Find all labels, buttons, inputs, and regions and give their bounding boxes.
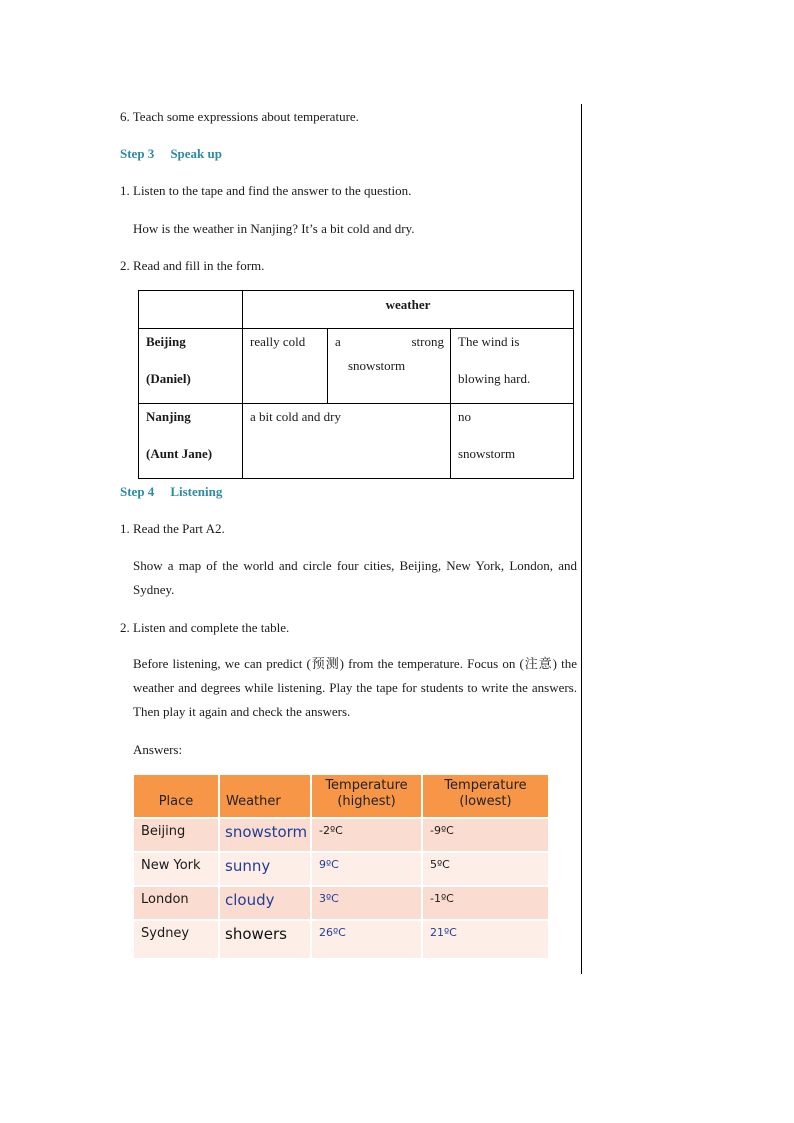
step4-item1-detail: Show a map of the world and circle four cities, Beijing, New York, London, and Sydney.	[133, 558, 577, 597]
header-place-text: Place	[158, 794, 194, 809]
table-row	[134, 920, 549, 959]
row-place: Beijing	[141, 824, 186, 839]
form-nanjing-c3a: no	[458, 409, 471, 424]
table-row	[134, 818, 549, 852]
answers-header-row	[134, 775, 549, 818]
page-margin-line	[581, 104, 582, 974]
header-place	[134, 775, 219, 818]
form-nanjing-c1: a bit cold and dry	[250, 409, 341, 424]
form-beijing-col3	[451, 329, 574, 404]
row-high: 3ºC	[319, 892, 339, 905]
form-beijing-col2	[328, 329, 451, 404]
answers-label: Answers:	[133, 742, 183, 757]
header-weather-text: Weather	[226, 794, 281, 809]
form-beijing-c2b: strong	[411, 334, 444, 349]
teach-expressions-line: 6. Teach some expressions about temperature.	[120, 109, 359, 124]
form-beijing-c2c: snowstorm	[348, 358, 406, 373]
form-nanjing-city: Nanjing	[146, 409, 191, 424]
step4-label: Step 4	[120, 484, 155, 499]
header-temp-high-line1: Temperature	[325, 778, 408, 793]
form-nanjing-person: (Aunt Jane)	[146, 446, 213, 461]
form-beijing-c2a: a	[335, 334, 341, 349]
row-place: New York	[141, 858, 201, 873]
row-low: -1ºC	[430, 892, 454, 905]
step3-item1: 1. Listen to the tape and find the answer to the question.	[120, 183, 412, 198]
weather-form-table	[138, 290, 574, 479]
step3-item1-detail: How is the weather in Nanjing? It’s a bit cold and dry.	[133, 221, 415, 236]
step4-item2: 2. Listen and complete the table.	[120, 620, 290, 635]
form-beijing-label	[139, 329, 243, 404]
form-nanjing-col3	[451, 404, 574, 479]
step3-label: Step 3	[120, 146, 155, 161]
step3-item2: 2. Read and fill in the form.	[120, 258, 265, 273]
form-beijing-c1: really cold	[250, 334, 306, 349]
form-nanjing-col12	[243, 404, 451, 479]
form-beijing-c3a: The wind is	[458, 334, 520, 349]
table-row	[134, 886, 549, 920]
form-beijing-city: Beijing	[146, 334, 186, 349]
row-high: 9ºC	[319, 858, 339, 871]
header-temp-high	[311, 775, 422, 818]
answers-table	[134, 775, 550, 960]
step4-item2-detail: Before listening, we can predict (预测) from the temperature. Focus on (注意) the weather and degrees while listening. Play the tape for students to write the answers. Then play it again and check the answers.	[133, 656, 577, 719]
form-beijing-c3b: blowing hard.	[458, 371, 531, 386]
row-weather: snowstorm	[225, 823, 308, 841]
step3-heading	[120, 146, 222, 162]
row-high: 26ºC	[319, 926, 346, 939]
step4-title: Listening	[170, 484, 223, 499]
step3-title: Speak up	[170, 146, 222, 161]
row-weather: cloudy	[225, 891, 275, 909]
row-place: London	[141, 892, 189, 907]
table-row	[134, 852, 549, 886]
header-weather	[219, 775, 311, 818]
row-place: Sydney	[141, 926, 190, 941]
form-header: weather	[385, 297, 431, 312]
header-temp-low	[422, 775, 549, 818]
form-nanjing-c3b: snowstorm	[458, 446, 516, 461]
form-header-cell	[243, 291, 574, 329]
row-weather: sunny	[225, 857, 271, 875]
row-low: 5ºC	[430, 858, 450, 871]
form-nanjing-label	[139, 404, 243, 479]
form-beijing-person: (Daniel)	[146, 371, 191, 386]
row-high: -2ºC	[319, 824, 343, 837]
header-temp-low-line2: (lowest)	[459, 794, 512, 809]
header-temp-high-line2: (highest)	[337, 794, 396, 809]
step4-heading	[120, 484, 222, 500]
form-corner-cell	[139, 291, 243, 329]
header-temp-low-line1: Temperature	[444, 778, 527, 793]
step4-item1: 1. Read the Part A2.	[120, 521, 225, 536]
row-low: 21ºC	[430, 926, 457, 939]
form-beijing-col1	[243, 329, 328, 404]
row-low: -9ºC	[430, 824, 454, 837]
row-weather: showers	[225, 925, 287, 943]
